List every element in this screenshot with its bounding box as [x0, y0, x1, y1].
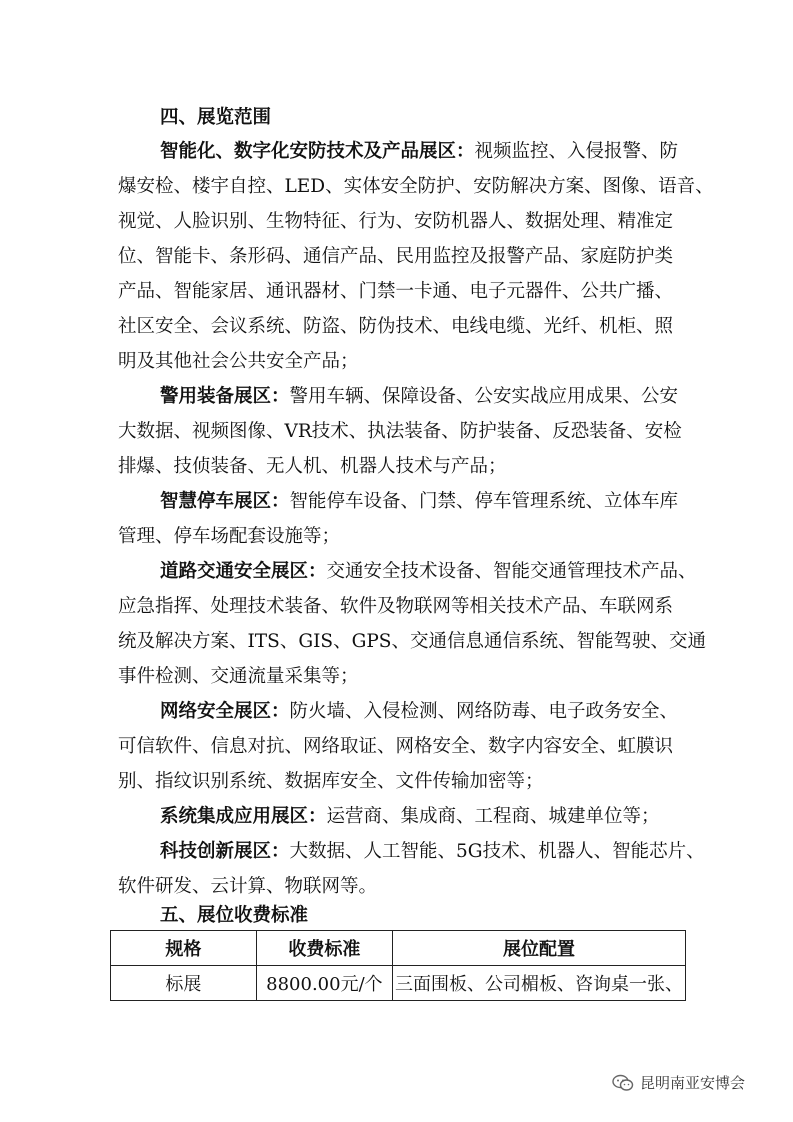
fee-table: [110, 930, 686, 1001]
zone-text-line: 应急指挥、处理技术装备、软件及物联网等相关技术产品、车联网系: [118, 596, 674, 617]
zone-text: 交通安全技术设备、智能交通管理技术产品、: [326, 561, 697, 582]
zone-text-line: 大数据、视频图像、VR技术、执法装备、防护装备、反恐装备、安检: [118, 421, 682, 442]
table-header-cell: 收费标准: [256, 931, 392, 966]
zone-smart-parking-first-line: [160, 490, 678, 514]
zone-title: 系统集成应用展区：: [160, 806, 327, 827]
zone-text-line: 管理、停车场配套设施等；: [118, 526, 341, 547]
table-header-cell: 展位配置: [393, 931, 686, 966]
zone-text-line: 视觉、人脸识别、生物特征、行为、安防机器人、数据处理、精准定: [118, 211, 674, 232]
zone-text-line: 产品、智能家居、通讯器材、门禁一卡通、电子元器件、公共广播、: [118, 281, 674, 302]
zone-tech-innovation-first-line: [160, 840, 705, 864]
zone-text: 运营商、集成商、工程商、城建单位等；: [326, 806, 660, 827]
zone-text-line: 统及解决方案、ITS、GIS、GPS、交通信息通信系统、智能驾驶、交通: [118, 631, 706, 652]
zone-network-security-first-line: [160, 700, 678, 724]
zone-text: 智能停车设备、门禁、停车管理系统、立体车库: [289, 491, 679, 512]
zone-title: 智能化、数字化安防技术及产品展区：: [160, 141, 475, 162]
zone-text-line: 可信软件、信息对抗、网络取证、网格安全、数字内容安全、虹膜识: [118, 736, 674, 757]
zone-title: 警用装备展区：: [160, 386, 290, 407]
zone-text-line: 排爆、技侦装备、无人机、机器人技术与产品；: [118, 456, 507, 477]
zone-text-line: 位、智能卡、条形码、通信产品、民用监控及报警产品、家庭防护类: [118, 246, 674, 267]
zone-text: 大数据、人工智能、5G技术、机器人、智能芯片、: [289, 841, 705, 862]
zone-text-line: 事件检测、交通流量采集等；: [118, 666, 359, 687]
zone-title: 科技创新展区：: [160, 841, 290, 862]
zone-police-equipment-first-line: [160, 385, 678, 409]
zone-text-line: 明及其他社会公共安全产品；: [118, 351, 359, 372]
zone-system-integration-line: [160, 805, 660, 829]
zone-title: 网络安全展区：: [160, 701, 290, 722]
table-cell: 8800.00元/个: [256, 966, 392, 1001]
table-cell: 标展: [111, 966, 257, 1001]
section-4-heading: 四、展览范围: [160, 107, 272, 128]
wechat-icon: [612, 1074, 634, 1092]
zone-title: 道路交通安全展区：: [160, 561, 327, 582]
zone-text-line: 别、指纹识别系统、数据库安全、文件传输加密等；: [118, 771, 544, 792]
table-header-row: [111, 931, 686, 966]
zone-text-line: 爆安检、楼宇自控、LED、实体安全防护、安防解决方案、图像、语音、: [118, 176, 714, 197]
zone-text: 防火墙、入侵检测、网络防毒、电子政务安全、: [289, 701, 679, 722]
zone-road-traffic-first-line: [160, 560, 697, 584]
zone-text: 视频监控、入侵报警、防: [474, 141, 679, 162]
zone-text-line: 社区安全、会议系统、防盗、防伪技术、电线电缆、光纤、机柜、照: [118, 316, 674, 337]
watermark-label: 昆明南亚安博会: [640, 1074, 746, 1092]
zone-smart-security-first-line: [160, 140, 678, 164]
table-header-cell: 规格: [111, 931, 257, 966]
watermark: [612, 1072, 745, 1093]
zone-text-line: 软件研发、云计算、物联网等。: [118, 876, 378, 897]
table-cell: 三面围板、公司楣板、咨询桌一张、: [393, 966, 686, 1001]
table-row: [111, 966, 686, 1001]
zone-title: 智慧停车展区：: [160, 491, 290, 512]
zone-text: 警用车辆、保障设备、公安实战应用成果、公安: [289, 386, 679, 407]
section-5-heading: 五、展位收费标准: [160, 905, 309, 926]
